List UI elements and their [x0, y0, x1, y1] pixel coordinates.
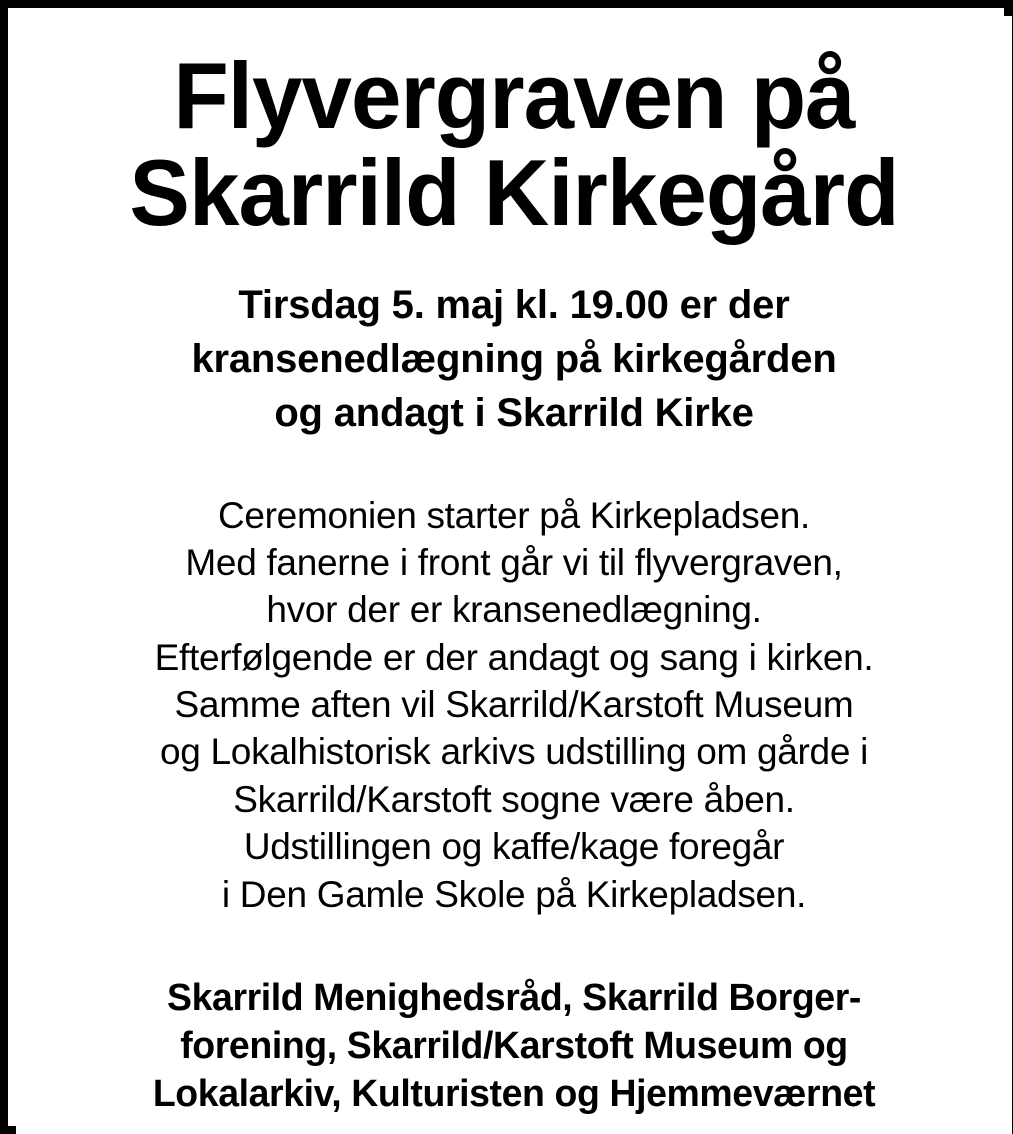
body-line-5: Samme aften vil Skarrild/Karstoft Museum	[174, 684, 854, 726]
body-line-2: Med fanerne i front går vi til flyvergraven,	[185, 541, 843, 583]
headline-line-2: Skarrild Kirkegård	[129, 139, 899, 245]
organisers-line-3: Lokalarkiv, Kulturisten og Hjemmeværnet	[152, 1073, 876, 1116]
body-line-4: Efterfølgende er der andagt og sang i kirken.	[154, 636, 874, 678]
page-title	[38, 16, 990, 245]
organisers	[38, 918, 990, 1119]
subheading-line-2: kransenedlægning på kirkegården	[191, 336, 837, 381]
event-subheading	[38, 242, 990, 440]
organisers-line-2: forening, Skarrild/Karstoft Museum og	[180, 1025, 848, 1068]
event-description	[38, 440, 990, 918]
subheading-line-1: Tirsdag 5. maj kl. 19.00 er der	[238, 282, 790, 327]
advertisement-content	[16, 16, 1012, 1134]
headline-line-1: Flyvergraven på	[173, 43, 855, 148]
body-line-6: og Lokalhistorisk arkivs udstilling om gårde i	[159, 731, 869, 773]
body-line-1: Ceremonien starter på Kirkepladsen.	[217, 494, 811, 536]
organisers-line-1: Skarrild Menighedsråd, Skarrild Borger-	[167, 976, 861, 1019]
body-line-9: i Den Gamle Skole på Kirkepladsen.	[221, 873, 807, 915]
body-line-7: Skarrild/Karstoft sogne være åben.	[233, 778, 795, 820]
body-line-3: hvor der er kransenedlægning.	[266, 589, 762, 631]
subheading-line-3: og andagt i Skarrild Kirke	[274, 390, 754, 435]
body-line-8: Udstillingen og kaffe/kage foregår	[243, 826, 785, 868]
